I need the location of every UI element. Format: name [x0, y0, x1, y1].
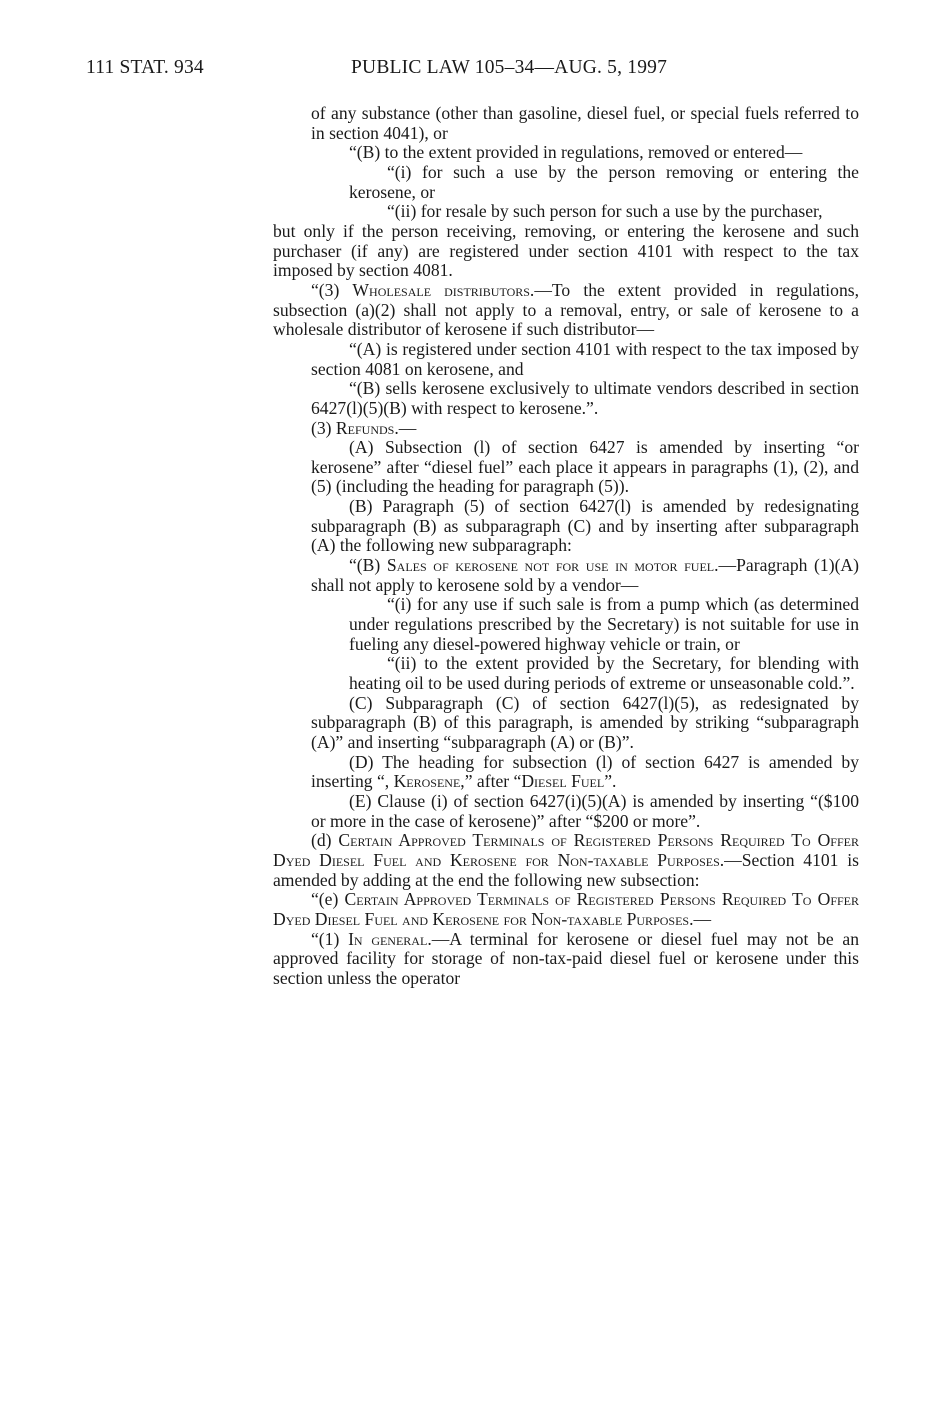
paragraph-p5	[273, 222, 859, 281]
paragraph-p10	[273, 438, 859, 497]
text-run: “(1)	[311, 928, 349, 949]
paragraph-p20	[273, 930, 859, 989]
text-run: (E) Clause (i) of section 6427(i)(5)(A) is amended by inserting “($100 or more in the case of kerosene)” after “$200 or more”.	[311, 790, 859, 831]
paragraph-p2	[273, 143, 859, 163]
paragraph-p1	[273, 104, 859, 143]
text-run: “(B) sells kerosene exclusively to ultimate vendors described in section 6427(l)(5)(B) with respect to kerosene.”.	[311, 378, 859, 418]
text-run: “(i) for any use if such sale is from a pump which (as determined under regulations prescribed by the Secretary) is not suitable for use in fueling any diesel-powered highway vehicle or train, or	[349, 594, 859, 654]
law-title: PUBLIC LAW 105–34—AUG. 5, 1997	[351, 57, 668, 78]
text-run: “(B) to the extent provided in regulations, removed or entered—	[349, 142, 803, 163]
small-caps-heading: In general	[348, 928, 428, 949]
paragraph-p9	[273, 419, 859, 439]
text-run: ”.	[604, 771, 617, 792]
paragraph-p16	[273, 753, 859, 792]
paragraph-p3	[273, 163, 859, 202]
text-run: .—	[689, 908, 712, 929]
paragraph-p13	[273, 595, 859, 654]
paragraph-p6	[273, 281, 859, 340]
text-run: but only if the person receiving, removing, or entering the kerosene and such purchaser (if any) are registered under section 4101 with respect to the tax imposed by section 4081.	[273, 220, 859, 281]
text-run: .—Paragraph (1)(A) shall not apply to kerosene sold by a vendor—	[311, 555, 859, 595]
text-run: (d)	[311, 830, 339, 851]
paragraph-p12	[273, 556, 859, 595]
statute-page-number: 111 STAT. 934	[86, 57, 204, 78]
small-caps-heading: Diesel Fuel	[521, 771, 605, 792]
text-run: .—	[394, 417, 417, 438]
small-caps-heading: Sales of kerosene not for use in motor fuel	[386, 555, 715, 576]
text-run: “(A) is registered under section 4101 with respect to the tax imposed by section 4081 on kerosene, and	[311, 338, 859, 379]
small-caps-heading: Refunds	[335, 417, 395, 438]
paragraph-p17	[273, 792, 859, 831]
text-run: (D) The heading for subsection (l) of section 6427 is amended by inserting “,	[311, 751, 859, 792]
text-run: (A) Subsection (l) of section 6427 is amended by inserting “or kerosene” after “diesel fuel” each place it appears in paragraphs (1), (2), and (5) (including the heading for paragraph (5)).	[311, 437, 859, 497]
text-run: .—Section 4101 is amended by adding at the end the following new subsection:	[273, 849, 859, 890]
paragraph-p4	[273, 202, 859, 222]
paragraph-p8	[273, 379, 859, 418]
text-run: of any substance (other than gasoline, diesel fuel, or special fuels referred to in section 4041), or	[311, 103, 859, 143]
text-run: ,” after “	[460, 771, 522, 792]
paragraph-p11	[273, 497, 859, 556]
paragraph-p7	[273, 340, 859, 379]
text-run: “(3)	[311, 279, 353, 300]
text-run: “(ii) to the extent provided by the Secretary, for blending with heating oil to be used during periods of extreme or unseasonable cold.”.	[349, 653, 859, 694]
paragraph-p19	[273, 890, 859, 929]
small-caps-heading: Wholesale distributors	[352, 279, 530, 300]
text-run: .—To the extent provided in regulations, subsection (a)(2) shall not apply to a removal, entry, or sale of kerosene to a wholesale distributor of kerosene if such distributor—	[273, 279, 859, 340]
paragraph-p15	[273, 694, 859, 753]
text-run: .—A terminal for kerosene or diesel fuel may not be an approved facility for storage of non-tax-paid diesel fuel or kerosene under this section unless the operator	[273, 928, 859, 988]
paragraph-p14	[273, 654, 859, 693]
law-text	[273, 104, 859, 989]
small-caps-heading: Kerosene	[393, 771, 461, 792]
paragraph-p18	[273, 831, 859, 890]
text-run: “(B)	[349, 555, 387, 576]
text-run: “(e)	[311, 889, 345, 910]
text-run: (3)	[311, 417, 336, 438]
text-run: (C) Subparagraph (C) of section 6427(l)(5), as redesignated by subparagraph (B) of this paragraph, is amended by striking “subparagraph (A)” and inserting “subparagraph (A) or (B)”.	[311, 692, 859, 752]
small-caps-heading: Certain Approved Terminals of Registered Persons Required To Offer Dyed Diesel Fuel and Kerosene for Non-taxable Purposes	[273, 830, 859, 870]
small-caps-heading: Certain Approved Terminals of Registered Persons Required To Offer Dyed Diesel Fuel and Kerosene for Non-taxable Purposes	[273, 889, 860, 929]
text-run: “(i) for such a use by the person removing or entering the kerosene, or	[349, 161, 859, 202]
text-run: “(ii) for resale by such person for such a use by the purchaser,	[387, 201, 823, 222]
text-run: (B) Paragraph (5) of section 6427(l) is amended by redesignating subparagraph (B) as subparagraph (C) and by inserting after subparagraph (A) the following new subparagraph:	[311, 496, 859, 556]
